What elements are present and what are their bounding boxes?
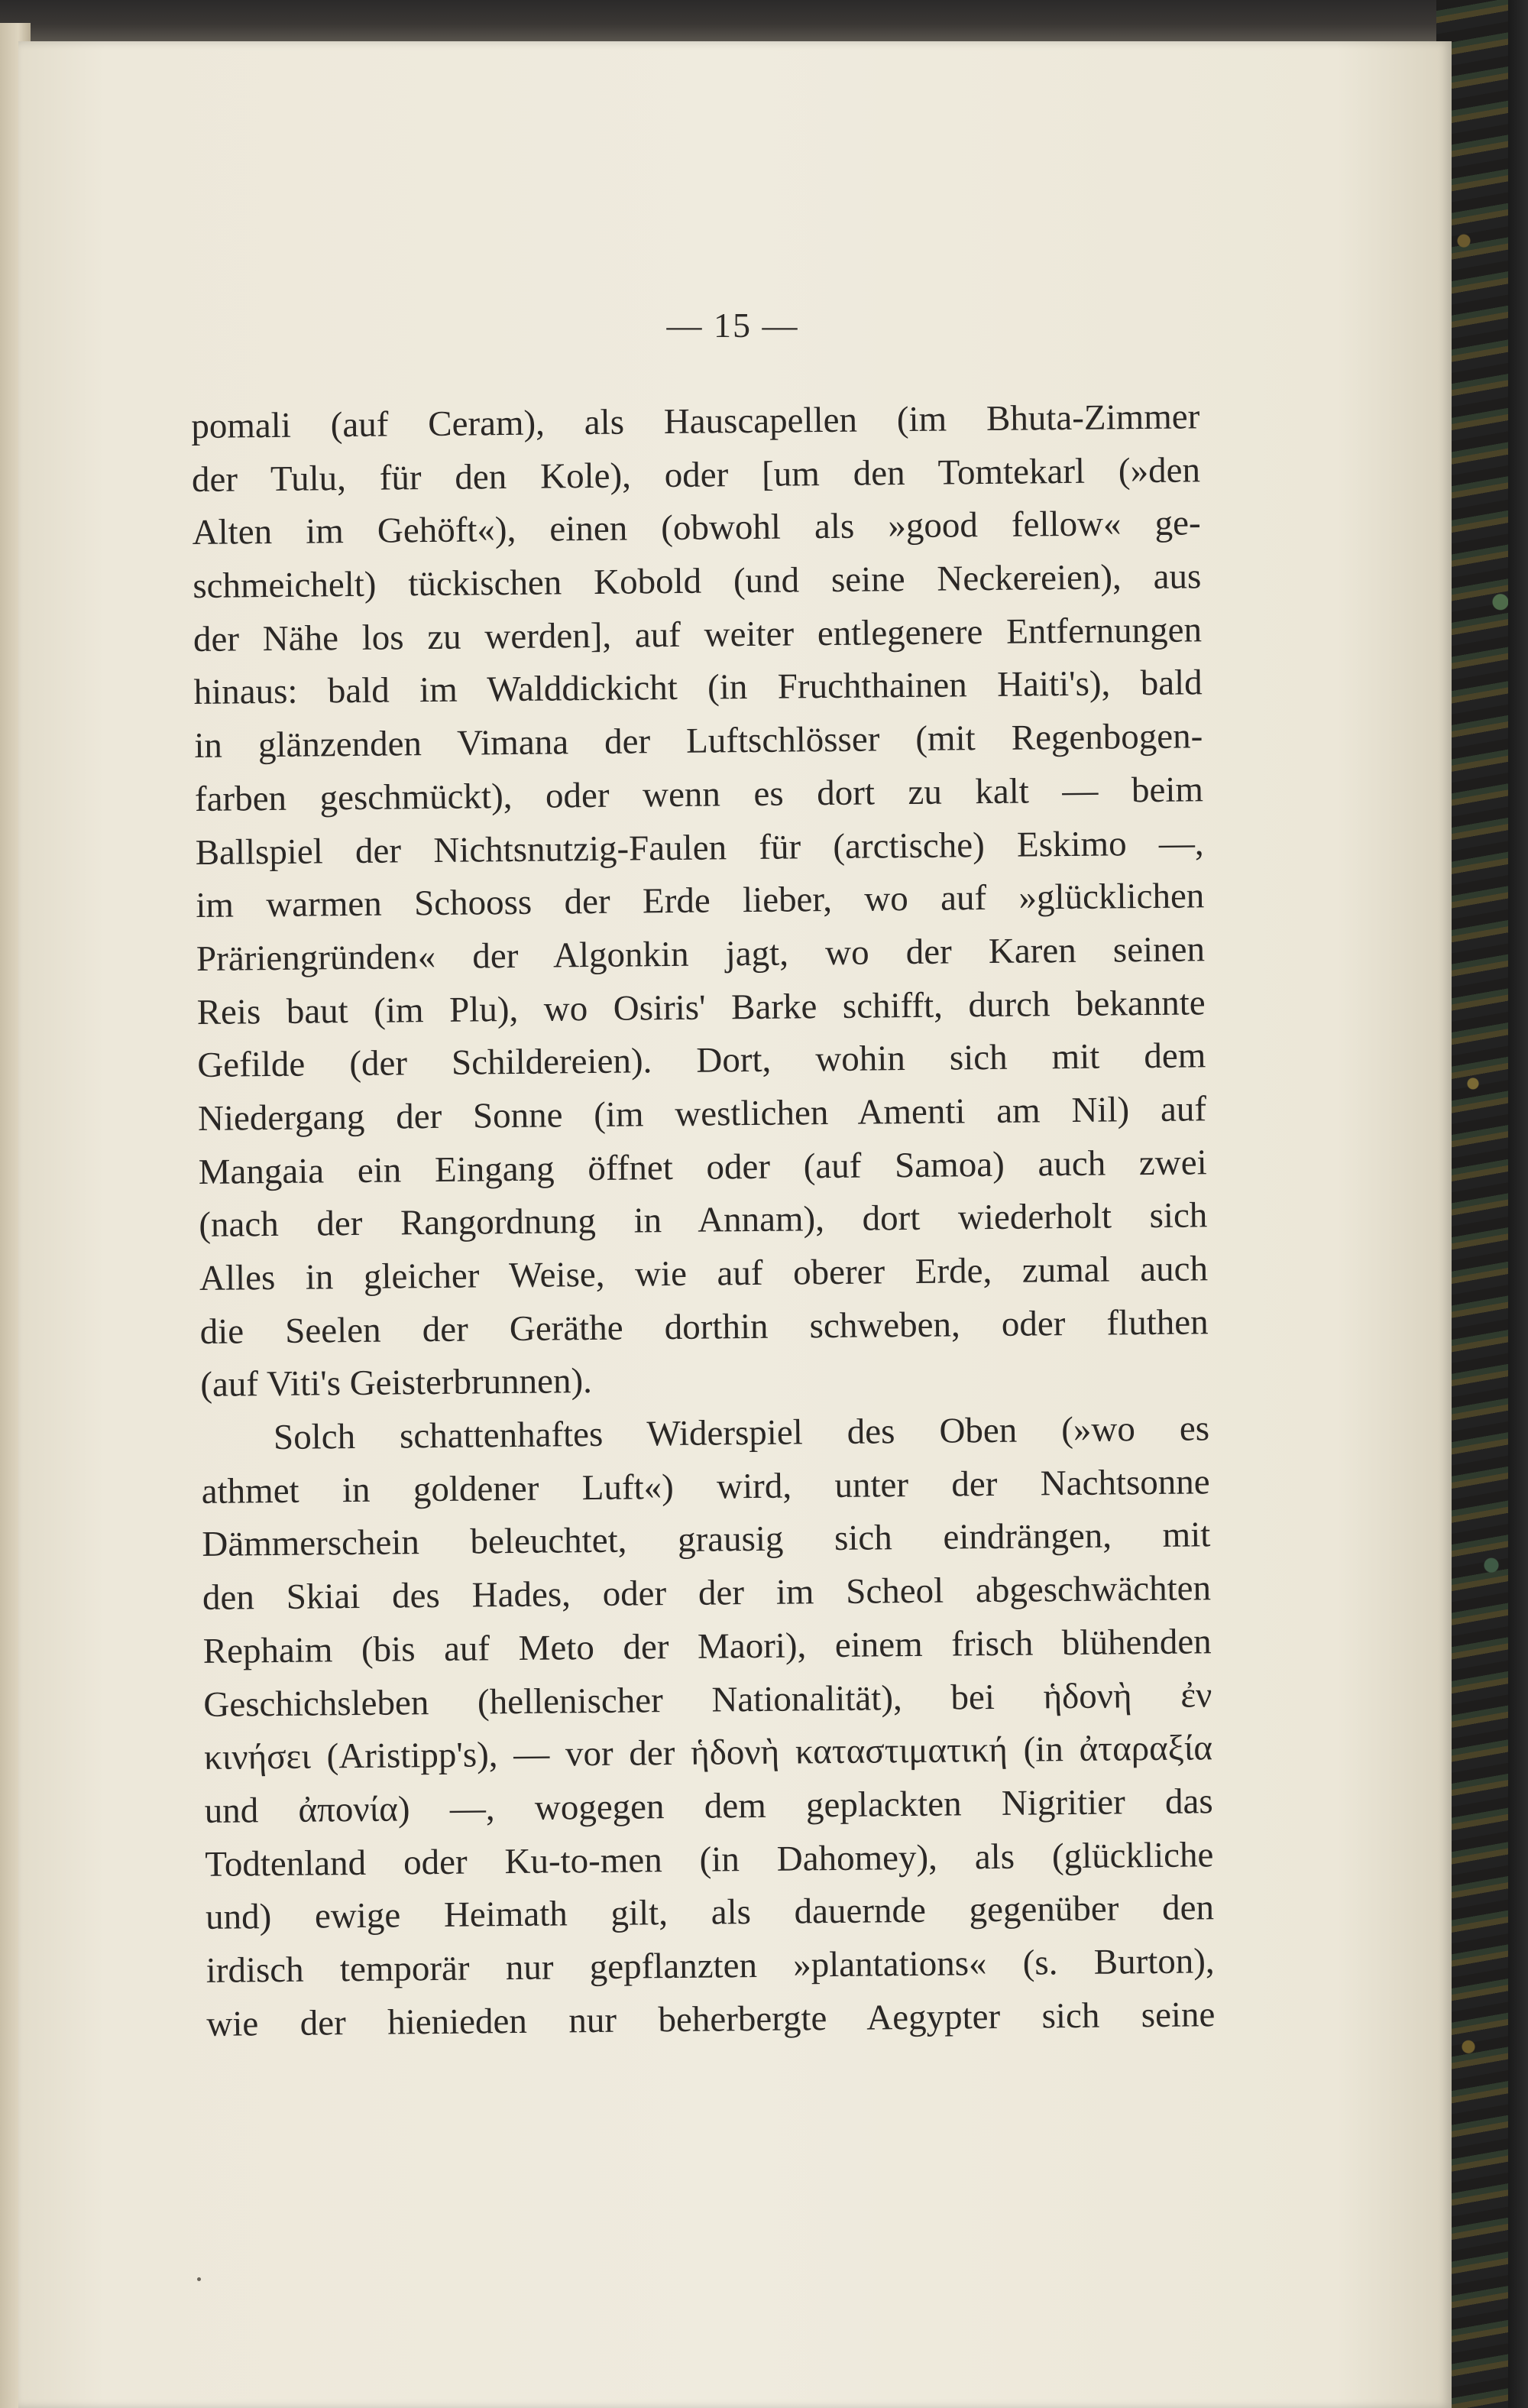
text-line: irdisch temporär nur gepflanzten »plantations« (s. Burton), — [206, 1941, 1215, 1991]
text-line: schmeichelt) tückischen Kobold (und seine Neckereien), aus — [193, 556, 1202, 607]
text-line: Niedergang der Sonne (im westlichen Amenti am Nil) auf — [197, 1089, 1207, 1139]
text-line: κινήσει (Aristipp's), — vor der ἡδονὴ καταστιματική (in ἀταραξία — [203, 1728, 1213, 1778]
text-line: pomali (auf Ceram), als Hauscapellen (im Bhuta-Zimmer — [191, 397, 1200, 446]
text-line: hinaus: bald im Walddickicht (in Fruchthainen Haiti's), bald — [193, 663, 1203, 713]
text-line: und) ewige Heimath gilt, als dauernde gegenüber den — [205, 1888, 1215, 1938]
text-line: athmet in goldener Luft«) wird, unter der Nachtsonne — [201, 1462, 1210, 1512]
ink-speck — [197, 2277, 201, 2281]
text-line: den Skiai des Hades, oder der im Scheol abgeschwächten — [202, 1568, 1212, 1619]
text-line: Mangaia ein Eingang öffnet oder (auf Samoa) auch zwei — [198, 1142, 1207, 1192]
text-line: Solch schattenhaftes Widerspiel des Oben (»wo es — [273, 1408, 1210, 1458]
text-line: die Seelen der Geräthe dorthin schweben, oder fluthen — [199, 1301, 1209, 1352]
text-line: Gefilde (der Schildereien). Dort, wohin sich mit dem — [197, 1035, 1206, 1086]
text-line: in glänzenden Vimana der Luftschlösser (mit Regenbogen- — [194, 716, 1203, 766]
text-line: Präriengründen« der Algonkin jagt, wo der Karen seinen — [196, 929, 1206, 979]
text-line: (auf Viti's Geisterbrunnen). — [200, 1361, 593, 1405]
text-line: der Nähe los zu werden], auf weiter entlegenere Entfernungen — [193, 610, 1203, 660]
text-line: Rephaim (bis auf Meto der Maori), einem frisch blühenden — [202, 1622, 1212, 1671]
page-number: — 15 — — [666, 306, 799, 345]
text-line: farben geschmückt), oder wenn es dort zu kalt — beim — [194, 770, 1204, 819]
text-line: der Tulu, für den Kole), oder [um den Tomtekarl (»den — [191, 450, 1201, 500]
text-line: wie der hienieden nur beherbergte Aegypter sich seine — [206, 1994, 1216, 2044]
text-line: (nach der Rangordnung in Annam), dort wiederholt sich — [199, 1195, 1208, 1246]
text-line: Reis baut (im Plu), wo Osiris' Barke schifft, durch bekannte — [196, 982, 1206, 1032]
text-line: Ballspiel der Nichtsnutzig-Faulen für (arctische) Eskimo —, — [195, 822, 1204, 873]
book-page — [18, 41, 1452, 2408]
cover-board-edge — [1508, 0, 1528, 2408]
text-line: und ἀπονία) —, wogegen dem geplackten Nigritier das — [204, 1781, 1213, 1831]
text-line: im warmen Schooss der Erde lieber, wo auf »glücklichen — [196, 876, 1205, 926]
body-text — [191, 391, 1216, 2051]
text-line: Alten im Gehöft«), einen (obwohl als »good fellow« ge- — [192, 503, 1201, 553]
text-line: Alles in gleicher Weise, wie auf oberer Erde, zumal auch — [199, 1249, 1209, 1298]
text-line: Todtenland oder Ku-to-men (in Dahomey), als (glückliche — [205, 1834, 1214, 1885]
text-line: Dämmerschein beleuchtet, grausig sich eindrängen, mit — [202, 1515, 1211, 1565]
text-line: Geschichsleben (hellenischer Nationalität), bei ἡδονὴ ἐν — [203, 1674, 1212, 1725]
